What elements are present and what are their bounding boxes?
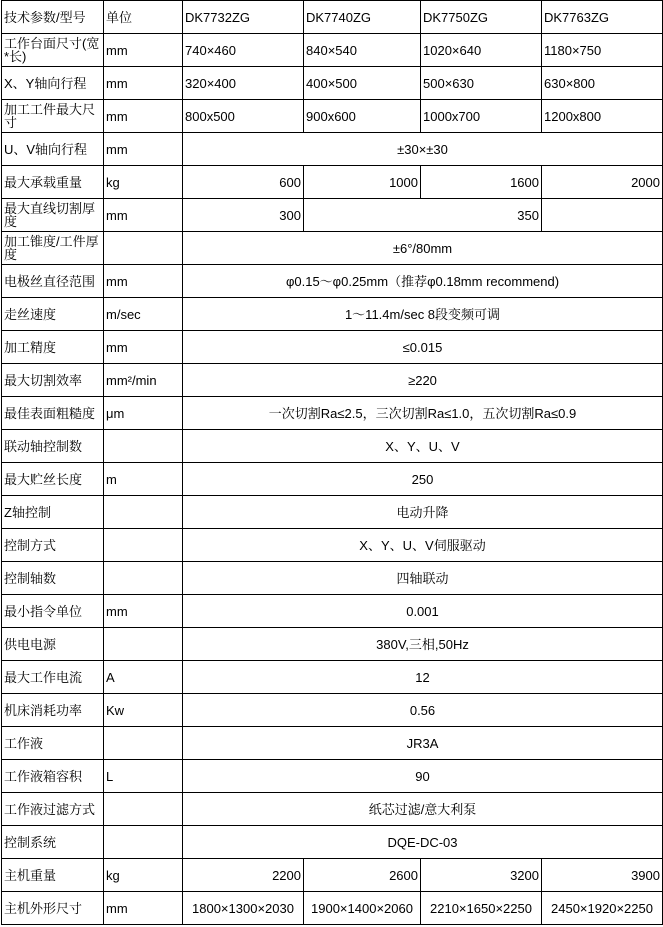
table-row	[2, 34, 663, 67]
row-unit	[104, 562, 183, 595]
row-unit: Kw	[104, 694, 183, 727]
row-label: 最小指令单位	[2, 595, 104, 628]
row-label: 最大工作电流	[2, 661, 104, 694]
row-value: 四轴联动	[183, 562, 663, 595]
table-row	[2, 397, 663, 430]
row-label: 工作液过滤方式	[2, 793, 104, 826]
row-unit: m	[104, 463, 183, 496]
table-row	[2, 562, 663, 595]
row-cell: 2450×1920×2250	[542, 892, 663, 925]
row-value: 90	[183, 760, 663, 793]
row-label: 主机重量	[2, 859, 104, 892]
row-cell: 740×460	[183, 34, 304, 67]
row-unit: mm²/min	[104, 364, 183, 397]
row-cell: 2210×1650×2250	[421, 892, 542, 925]
row-value: 380V,三相,50Hz	[183, 628, 663, 661]
row-cell: 1800×1300×2030	[183, 892, 304, 925]
row-value: 1～11.4m/sec 8段变频可调	[183, 298, 663, 331]
row-unit: mm	[104, 67, 183, 100]
row-unit: mm	[104, 331, 183, 364]
row-cell: 2600	[304, 859, 421, 892]
row-unit: mm	[104, 100, 183, 133]
header-row	[2, 1, 663, 34]
row-unit: A	[104, 661, 183, 694]
row-value: 12	[183, 661, 663, 694]
row-label: 机床消耗功率	[2, 694, 104, 727]
row-cell: 1600	[421, 166, 542, 199]
table-row	[2, 760, 663, 793]
row-label: 联动轴控制数	[2, 430, 104, 463]
row-label: U、V轴向行程	[2, 133, 104, 166]
row-value: 电动升降	[183, 496, 663, 529]
row-label: 最大切割效率	[2, 364, 104, 397]
row-unit	[104, 628, 183, 661]
row-unit	[104, 793, 183, 826]
row-cell: 630×800	[542, 67, 663, 100]
row-value: φ0.15～φ0.25mm（推荐φ0.18mm recommend)	[183, 265, 663, 298]
row-label: 工作液	[2, 727, 104, 760]
row-unit: μm	[104, 397, 183, 430]
row-cell: 1180×750	[542, 34, 663, 67]
row-unit: mm	[104, 34, 183, 67]
row-cell: 3900	[542, 859, 663, 892]
row-cell: 600	[183, 166, 304, 199]
row-value: ≥220	[183, 364, 663, 397]
row-cell: 1900×1400×2060	[304, 892, 421, 925]
row-label: 控制方式	[2, 529, 104, 562]
row-value: ±6°/80mm	[183, 232, 663, 265]
table-row	[2, 463, 663, 496]
row-cell: 1200x800	[542, 100, 663, 133]
header-model-dk7740zg: DK7740ZG	[304, 1, 421, 34]
row-label: 加工精度	[2, 331, 104, 364]
table-row	[2, 364, 663, 397]
row-value: X、Y、U、V	[183, 430, 663, 463]
row-unit: kg	[104, 859, 183, 892]
row-cell: 2000	[542, 166, 663, 199]
row-label: 走丝速度	[2, 298, 104, 331]
row-cell: 300	[183, 199, 304, 232]
table-row	[2, 298, 663, 331]
table-row	[2, 793, 663, 826]
row-unit	[104, 232, 183, 265]
row-value: 一次切割Ra≤2.5，三次切割Ra≤1.0，五次切割Ra≤0.9	[183, 397, 663, 430]
row-unit: mm	[104, 265, 183, 298]
row-cell-empty	[542, 199, 663, 232]
row-label: 最大直线切割厚度	[2, 199, 104, 232]
row-unit: m/sec	[104, 298, 183, 331]
row-unit	[104, 826, 183, 859]
header-model-dk7750zg: DK7750ZG	[421, 1, 542, 34]
header-model-dk7732zg: DK7732ZG	[183, 1, 304, 34]
row-label: 电极丝直径范围	[2, 265, 104, 298]
table-row	[2, 892, 663, 925]
row-label: 控制轴数	[2, 562, 104, 595]
table-row	[2, 232, 663, 265]
row-cell: 500×630	[421, 67, 542, 100]
table-row	[2, 133, 663, 166]
row-cell: 1000	[304, 166, 421, 199]
row-value: ±30×±30	[183, 133, 663, 166]
row-label: 加工工件最大尺寸	[2, 100, 104, 133]
row-unit	[104, 727, 183, 760]
spec-table	[1, 0, 663, 925]
header-param: 技术参数/型号	[2, 1, 104, 34]
table-row	[2, 628, 663, 661]
row-unit: mm	[104, 595, 183, 628]
table-row	[2, 199, 663, 232]
row-label: 工作液箱容积	[2, 760, 104, 793]
table-row	[2, 430, 663, 463]
table-row	[2, 727, 663, 760]
row-label: 最大贮丝长度	[2, 463, 104, 496]
row-cell: 840×540	[304, 34, 421, 67]
row-label: 主机外形尺寸	[2, 892, 104, 925]
row-cell: 2200	[183, 859, 304, 892]
row-label: 工作台面尺寸(宽*长)	[2, 34, 104, 67]
row-unit: mm	[104, 892, 183, 925]
row-cell: 3200	[421, 859, 542, 892]
row-unit	[104, 529, 183, 562]
table-row	[2, 859, 663, 892]
table-row	[2, 166, 663, 199]
table-row	[2, 100, 663, 133]
header-model-dk7763zg: DK7763ZG	[542, 1, 663, 34]
row-value: 250	[183, 463, 663, 496]
table-row	[2, 331, 663, 364]
row-unit: L	[104, 760, 183, 793]
table-row	[2, 595, 663, 628]
row-value: DQE-DC-03	[183, 826, 663, 859]
row-cell: 400×500	[304, 67, 421, 100]
row-label: X、Y轴向行程	[2, 67, 104, 100]
row-value: ≤0.015	[183, 331, 663, 364]
row-label: Z轴控制	[2, 496, 104, 529]
row-label: 加工锥度/工件厚度	[2, 232, 104, 265]
row-value: JR3A	[183, 727, 663, 760]
row-cell: 350	[304, 199, 542, 232]
row-unit	[104, 496, 183, 529]
row-value: 0.001	[183, 595, 663, 628]
row-unit: mm	[104, 199, 183, 232]
row-value: 0.56	[183, 694, 663, 727]
row-unit: mm	[104, 133, 183, 166]
table-row	[2, 826, 663, 859]
row-cell: 1000x700	[421, 100, 542, 133]
row-label: 最大承载重量	[2, 166, 104, 199]
table-row	[2, 67, 663, 100]
table-row	[2, 529, 663, 562]
table-row	[2, 694, 663, 727]
table-row	[2, 661, 663, 694]
row-cell: 800x500	[183, 100, 304, 133]
table-row	[2, 265, 663, 298]
row-value: X、Y、U、V伺服驱动	[183, 529, 663, 562]
row-label: 控制系统	[2, 826, 104, 859]
row-cell: 1020×640	[421, 34, 542, 67]
row-cell: 320×400	[183, 67, 304, 100]
row-label: 供电电源	[2, 628, 104, 661]
row-label: 最佳表面粗糙度	[2, 397, 104, 430]
row-value: 纸芯过滤/意大利泵	[183, 793, 663, 826]
header-unit: 单位	[104, 1, 183, 34]
row-unit: kg	[104, 166, 183, 199]
row-unit	[104, 430, 183, 463]
row-cell: 900x600	[304, 100, 421, 133]
table-row	[2, 496, 663, 529]
